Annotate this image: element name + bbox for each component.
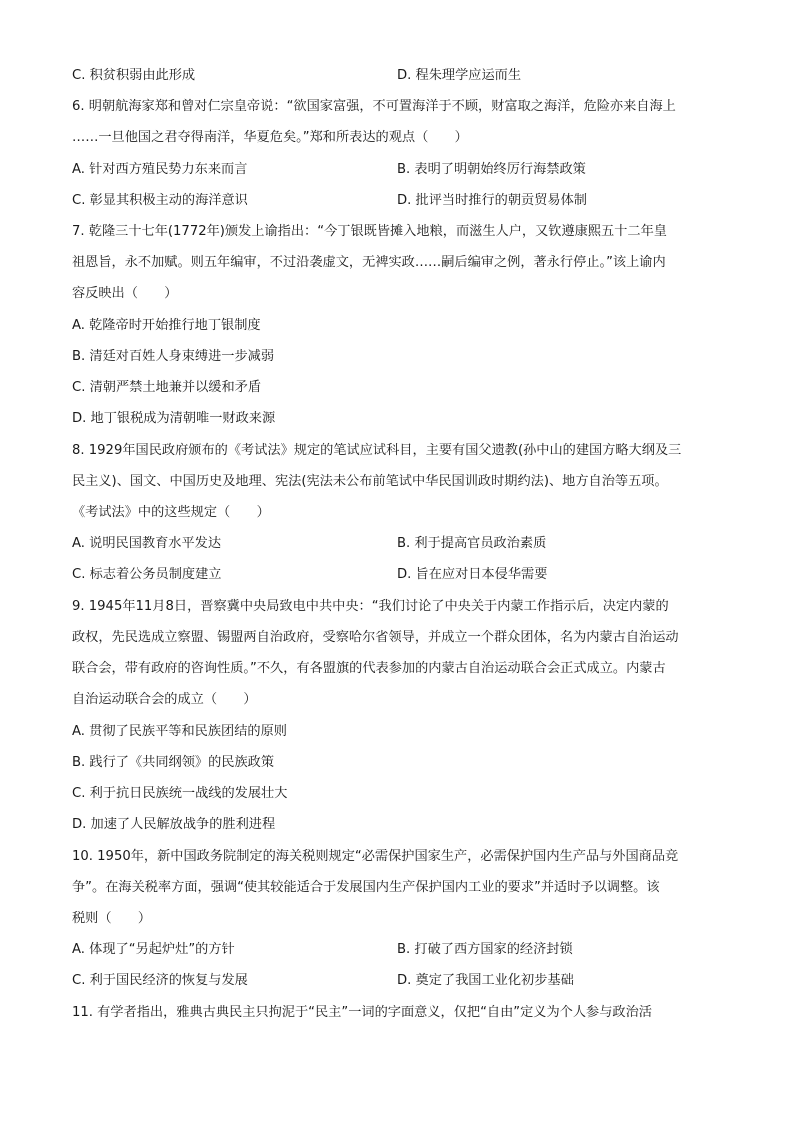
q8-stem-line-3: 《考试法》中的这些规定（ ） xyxy=(72,505,270,520)
q9-option-b: B. 践行了《共同纲领》的民族政策 xyxy=(72,755,275,770)
q10-option-c: C. 利于国民经济的恢复与发展 xyxy=(72,973,248,988)
q5-option-c: C. 积贫积弱由此形成 xyxy=(72,68,196,83)
q9-stem-line-2: 政权，先民选成立察盟、锡盟两自治政府，受察哈尔省领导，并成立一个群众团体，名为内蒙古自治运动 xyxy=(72,630,679,645)
q8-stem-line-2: 民主义)、国文、中国历史及地理、宪法(宪法未公布前笔试中华民国训政时期约法)、地方自治等五项。 xyxy=(72,474,668,489)
q6-option-a: A. 针对西方殖民势力东来而言 xyxy=(72,162,248,177)
q9-option-a: A. 贯彻了民族平等和民族团结的原则 xyxy=(72,724,287,739)
q6-stem-line-2: ……一旦他国之君夺得南洋，华夏危矣。”郑和所表达的观点（ ） xyxy=(72,130,468,145)
q9-stem-line-1: 9. 1945年11月8日，晋察冀中央局致电中共中央：“我们讨论了中央关于内蒙工作指示后，决定内蒙的 xyxy=(72,599,669,614)
q6-option-d: D. 批评当时推行的朝贡贸易体制 xyxy=(397,193,587,208)
q9-option-d: D. 加速了人民解放战争的胜利进程 xyxy=(72,817,276,832)
q10-option-b: B. 打破了西方国家的经济封锁 xyxy=(397,942,573,957)
q7-stem-line-2: 祖恩旨，永不加赋。则五年编审，不过沿袭虚文，无裨实政……嗣后编审之例，著永行停止。”该上谕内 xyxy=(72,255,666,270)
q7-stem-line-1: 7. 乾隆三十七年(1772年)颁发上谕指出：“今丁银既皆摊入地粮，而滋生人户，又钦遵康熙五十二年皇 xyxy=(72,224,667,239)
q7-stem-line-3: 容反映出（ ） xyxy=(72,286,178,301)
q8-option-a: A. 说明民国教育水平发达 xyxy=(72,536,222,551)
q7-option-d: D. 地丁银税成为清朝唯一财政来源 xyxy=(72,411,276,426)
q10-option-d: D. 奠定了我国工业化初步基础 xyxy=(397,973,574,988)
q8-option-c: C. 标志着公务员制度建立 xyxy=(72,567,222,582)
q7-option-a: A. 乾隆帝时开始推行地丁银制度 xyxy=(72,318,261,333)
q11-stem-line-1: 11. 有学者指出，雅典古典民主只拘泥于“民主”一词的字面意义，仅把“自由”定义为个人参与政治活 xyxy=(72,1005,652,1020)
q9-option-c: C. 利于抗日民族统一战线的发展壮大 xyxy=(72,786,288,801)
q9-stem-line-4: 自治运动联合会的成立（ ） xyxy=(72,692,257,707)
q6-stem-line-1: 6. 明朝航海家郑和曾对仁宗皇帝说：“欲国家富强，不可置海洋于不顾，财富取之海洋，危险亦来自海上 xyxy=(72,99,676,114)
q8-stem-line-1: 8. 1929年国民政府颁布的《考试法》规定的笔试应试科目，主要有国父遗教(孙中山的建国方略大纲及三 xyxy=(72,443,682,458)
q10-stem-line-3: 税则（ ） xyxy=(72,911,152,926)
q8-option-b: B. 利于提高官员政治素质 xyxy=(397,536,547,551)
q8-option-d: D. 旨在应对日本侵华需要 xyxy=(397,567,548,582)
q10-option-a: A. 体现了“另起炉灶”的方针 xyxy=(72,942,235,957)
q5-option-d: D. 程朱理学应运而生 xyxy=(397,68,522,83)
q10-stem-line-2: 争”。在海关税率方面，强调“使其较能适合于发展国内生产保护国内工业的要求”并适时予以调整。该 xyxy=(72,880,660,895)
q10-stem-line-1: 10. 1950年，新中国政务院制定的海关税则规定“必需保护国家生产，必需保护国内生产品与外国商品竞 xyxy=(72,849,679,864)
q6-option-c: C. 彰显其积极主动的海洋意识 xyxy=(72,193,248,208)
q7-option-c: C. 清朝严禁土地兼并以缓和矛盾 xyxy=(72,380,262,395)
q9-stem-line-3: 联合会，带有政府的咨询性质。”不久，有各盟旗的代表参加的内蒙古自治运动联合会正式成立。内蒙古 xyxy=(72,661,666,676)
q6-option-b: B. 表明了明朝始终厉行海禁政策 xyxy=(397,162,586,177)
q7-option-b: B. 清廷对百姓人身束缚进一步减弱 xyxy=(72,349,275,364)
